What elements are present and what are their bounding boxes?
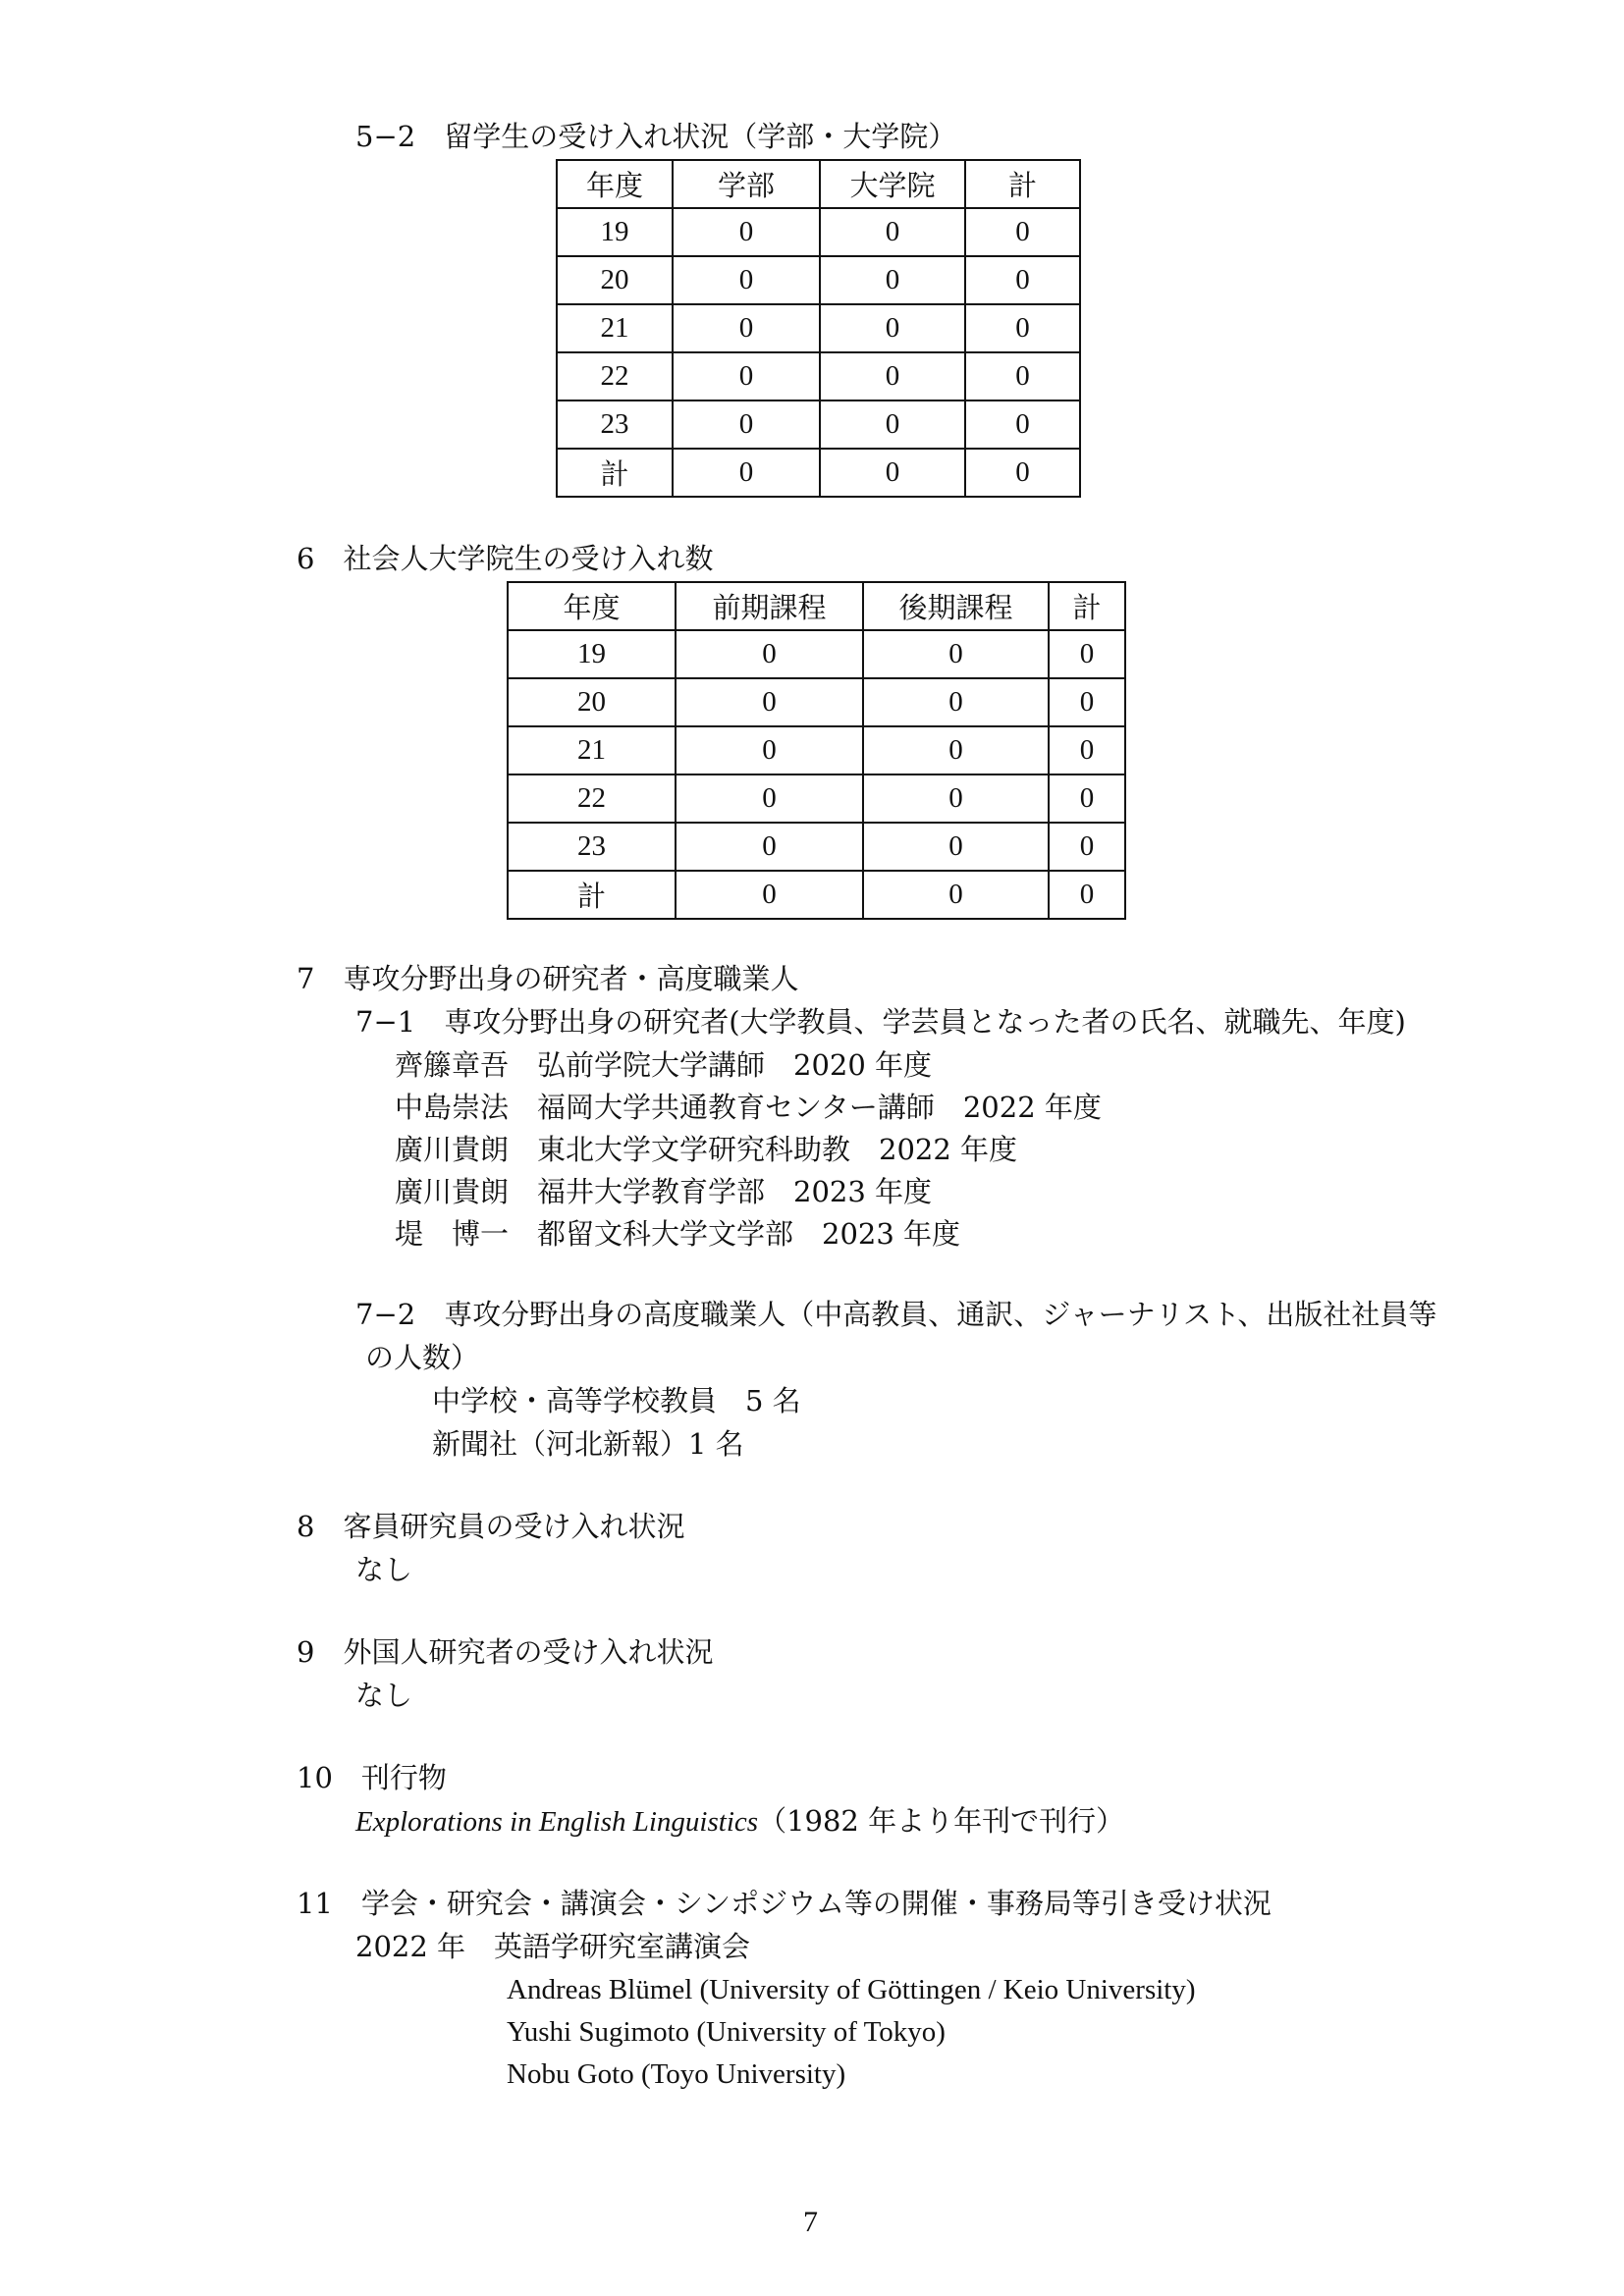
researcher-item: 廣川貴朗 福井大学教育学部 2023 年度 (395, 1175, 933, 1208)
column-header: 前期課程 (676, 582, 863, 630)
table-cell: 0 (863, 871, 1049, 919)
table-cell: 0 (965, 208, 1080, 256)
column-header: 計 (965, 160, 1080, 208)
page-number: 7 (803, 2206, 818, 2238)
table-cell: 19 (557, 208, 673, 256)
table-cell: 0 (965, 304, 1080, 352)
working-adult-students-table (507, 581, 1126, 920)
table-cell: 0 (673, 449, 820, 497)
table-row-total (508, 871, 1125, 919)
table-cell: 0 (676, 774, 863, 823)
table-cell: 0 (820, 208, 965, 256)
table-cell: 0 (673, 400, 820, 449)
table-cell: 0 (676, 678, 863, 726)
table-cell: 21 (508, 726, 676, 774)
table-cell: 0 (820, 304, 965, 352)
table-cell: 22 (508, 774, 676, 823)
table-cell: 0 (676, 823, 863, 871)
table-cell: 0 (1049, 774, 1125, 823)
table-cell: 20 (557, 256, 673, 304)
table-cell: 22 (557, 352, 673, 400)
section-7-2-heading-cont: の人数） (365, 1341, 480, 1374)
section-6-heading: 6 社会人大学院生の受け入れ数 (297, 542, 714, 575)
table-cell: 0 (673, 352, 820, 400)
professional-item: 新聞社（河北新報）1 名 (432, 1427, 744, 1461)
table-cell: 0 (820, 256, 965, 304)
column-header: 年度 (508, 582, 676, 630)
section-8-body: なし (355, 1553, 413, 1586)
section-7-heading: 7 専攻分野出身の研究者・高度職業人 (297, 962, 799, 995)
table-row-total (557, 449, 1080, 497)
table-row (508, 678, 1125, 726)
column-header: 計 (1049, 582, 1125, 630)
table-row (508, 823, 1125, 871)
table-cell: 0 (965, 400, 1080, 449)
table-cell: 0 (820, 352, 965, 400)
journal-title: Explorations in English Linguistics (355, 1806, 759, 1838)
section-8-heading: 8 客員研究員の受け入れ状況 (297, 1510, 685, 1543)
table-row (508, 774, 1125, 823)
table-cell: 0 (965, 352, 1080, 400)
table-cell: 19 (508, 630, 676, 678)
table-cell: 0 (863, 726, 1049, 774)
table-cell: 計 (557, 449, 673, 497)
table-cell: 0 (1049, 630, 1125, 678)
table-cell: 0 (820, 400, 965, 449)
international-students-table (556, 159, 1081, 498)
table-row (557, 256, 1080, 304)
section-7-1-heading: 7−1 専攻分野出身の研究者(大学教員、学芸員となった者の氏名、就職先、年度) (355, 1005, 1406, 1039)
table-cell: 0 (673, 256, 820, 304)
table-cell: 0 (676, 726, 863, 774)
section-5-2-heading: 5−2 留学生の受け入れ状況（学部・大学院） (355, 120, 957, 153)
table-cell: 0 (1049, 871, 1125, 919)
journal-note: （1982 年より年刊で刊行） (758, 1804, 1125, 1838)
speaker-item: Andreas Blümel (University of Göttingen / Keio University) (507, 1974, 1196, 2005)
table-cell: 0 (863, 678, 1049, 726)
table-row (557, 400, 1080, 449)
section-7-2-heading: 7−2 専攻分野出身の高度職業人（中高教員、通訳、ジャーナリスト、出版社社員等 (355, 1298, 1437, 1331)
table-cell: 0 (1049, 726, 1125, 774)
table-cell: 20 (508, 678, 676, 726)
table-row (557, 352, 1080, 400)
section-9-body: なし (355, 1679, 413, 1712)
section-9-heading: 9 外国人研究者の受け入れ状況 (297, 1635, 714, 1669)
table-row (557, 208, 1080, 256)
professional-item: 中学校・高等学校教員 5 名 (432, 1384, 801, 1417)
table-cell: 23 (557, 400, 673, 449)
column-header: 学部 (673, 160, 820, 208)
table-cell: 0 (863, 630, 1049, 678)
table-cell: 0 (673, 304, 820, 352)
table-cell: 0 (676, 871, 863, 919)
column-header: 大学院 (820, 160, 965, 208)
table-cell: 0 (863, 823, 1049, 871)
table-cell: 計 (508, 871, 676, 919)
speaker-item: Yushi Sugimoto (University of Tokyo) (507, 2016, 946, 2048)
section-10-heading: 10 刊行物 (297, 1761, 447, 1794)
section-11-heading: 11 学会・研究会・講演会・シンポジウム等の開催・事務局等引き受け状況 (297, 1887, 1272, 1920)
lecture-event: 2022 年 英語学研究室講演会 (355, 1930, 751, 1963)
table-cell: 0 (676, 630, 863, 678)
table-cell: 0 (673, 208, 820, 256)
table-cell: 21 (557, 304, 673, 352)
table-cell: 0 (1049, 823, 1125, 871)
table-row (508, 630, 1125, 678)
publication-line (355, 1804, 1124, 1840)
table-header-row (557, 160, 1080, 208)
table-row (508, 726, 1125, 774)
researcher-item: 堤 博一 都留文科大学文学部 2023 年度 (395, 1217, 961, 1251)
table-cell: 0 (965, 449, 1080, 497)
table-cell: 0 (965, 256, 1080, 304)
table-header-row (508, 582, 1125, 630)
speaker-item: Nobu Goto (Toyo University) (507, 2058, 846, 2090)
researcher-item: 中島崇法 福岡大学共通教育センター講師 2022 年度 (395, 1091, 1102, 1124)
table-cell: 23 (508, 823, 676, 871)
column-header: 後期課程 (863, 582, 1049, 630)
table-cell: 0 (863, 774, 1049, 823)
table-cell: 0 (1049, 678, 1125, 726)
column-header: 年度 (557, 160, 673, 208)
researcher-item: 廣川貴朗 東北大学文学研究科助教 2022 年度 (395, 1133, 1018, 1166)
table-cell: 0 (820, 449, 965, 497)
table-row (557, 304, 1080, 352)
researcher-item: 齊籐章吾 弘前学院大学講師 2020 年度 (395, 1048, 933, 1082)
